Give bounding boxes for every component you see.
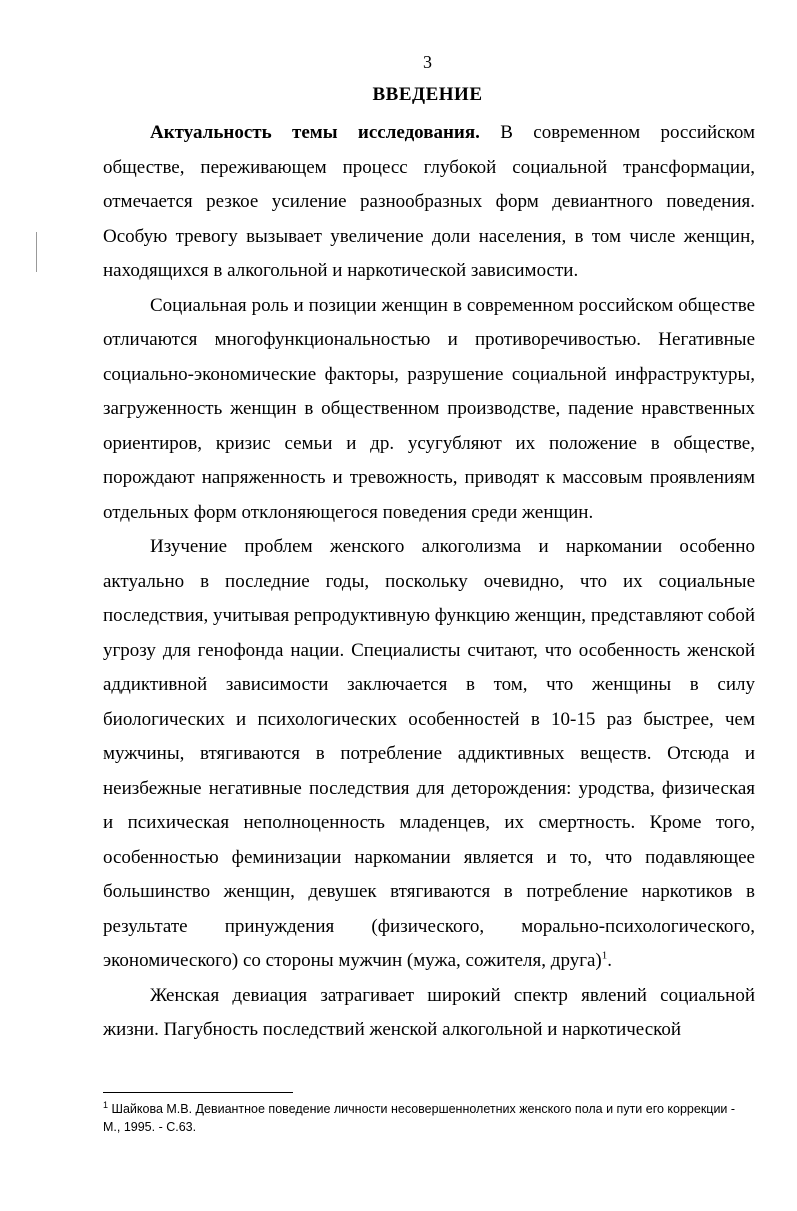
footnote-marker: 1 [103,1099,109,1110]
paragraph-1 [103,116,755,289]
footnote-divider [103,1092,293,1093]
paragraph-3-text: Изучение проблем женского алкоголизма и наркомании особенно актуально в последние годы, поскольку очевидно, что их социальные последствия, учитывая репродуктивную функцию женщин, представляют собой угрозу для генофонда нации. Специалисты считают, что особенность женской аддиктивной зависимости заключается в том, что женщины в силу биологических и психологических особенностей в 10-15 раз быстрее, чем мужчины, втягиваются в потребление аддиктивных веществ. Отсюда и неизбежные негативные последствия для деторождения: уродства, физическая и психическая неполноценность младенцев, их смертность. Кроме того, особенностью феминизации наркомании является и то, что подавляющее большинство женщин, девушек втягиваются в потребление наркотиков в результате принуждения (физического, морально-психологического, экономического) со стороны мужчин (мужа, сожителя, друга) [103,536,755,971]
footnote-reference[interactable]: 1 [601,949,608,962]
paragraph-1-rest: В современном российском обществе, переживающем процесс глубокой социальной трансформации, отмечается резкое усиление разнообразных форм девиантного поведения. Особую тревогу вызывает увеличение доли населения, в том числе женщин, находящихся в алкогольной и наркотической зависимости. [103,122,755,281]
footnote-text: Шайкова М.В. Девиантное поведение личности несовершеннолетних женского пола и пути его коррекции - М., 1995. - С.63. [103,1102,736,1134]
paragraph-1-lead: Актуальность темы исследования. [150,122,480,143]
body-text [103,116,755,1048]
paragraph-3 [103,530,755,979]
page-number: 3 [423,52,432,72]
paragraph-4: Женская девиация затрагивает широкий спектр явлений социальной жизни. Пагубность последствий женской алкогольной и наркотической [103,984,755,1040]
footnote [103,1100,753,1136]
paragraph-3-end: . [607,950,612,971]
paragraph-2: Социальная роль и позиции женщин в современном российском обществе отличаются многофункциональностью и противоречивостью. Негативные социально-экономические факторы, разрушение социальной инфраструктуры, загруженность женщин в общественном производстве, падение нравственных ориентиров, кризис семьи и др. усугубляют их положение в обществе, порождают напряженность и тревожность, приводят к массовым проявлениям отдельных форм отклоняющегося поведения среди женщин. [103,294,755,523]
page-heading: ВВЕДЕНИЕ [372,84,483,105]
margin-mark [36,232,41,272]
